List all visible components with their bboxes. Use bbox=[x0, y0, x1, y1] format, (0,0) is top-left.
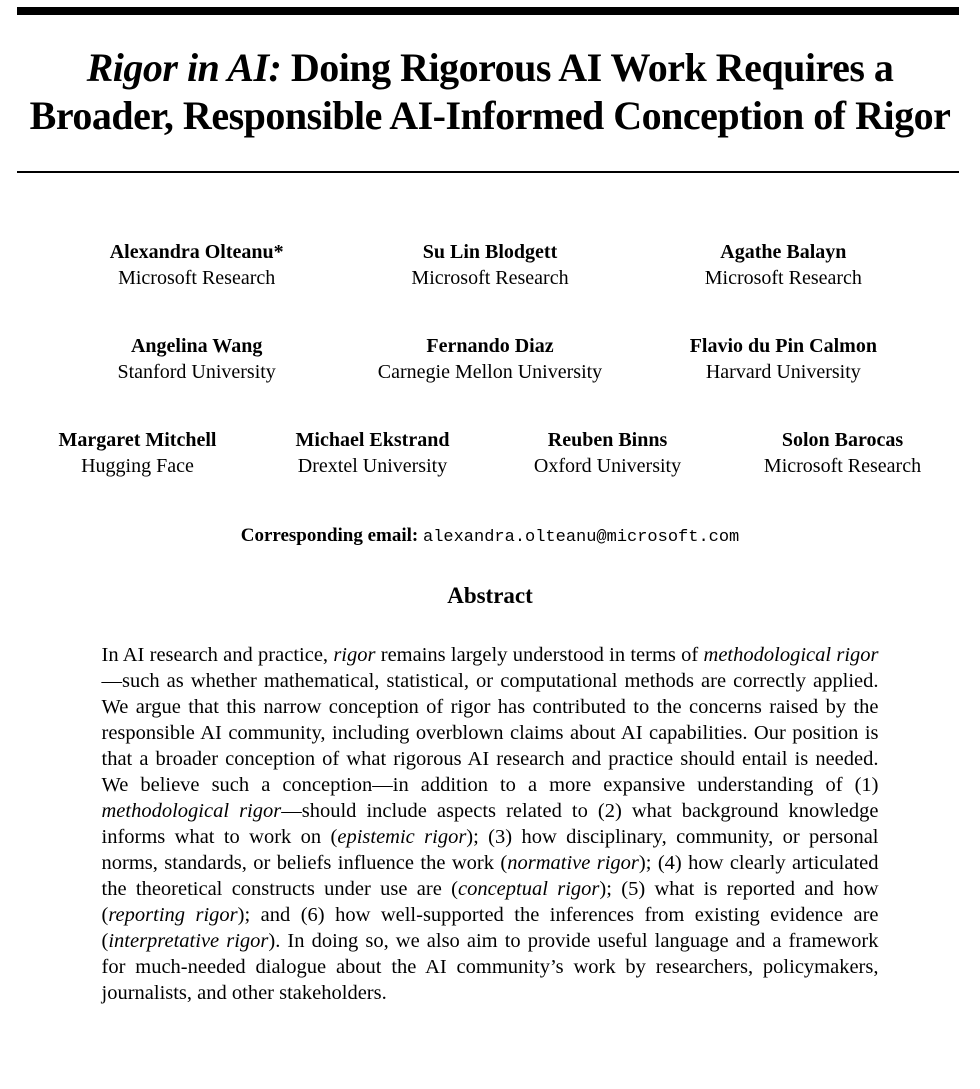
abstract-text: In AI research and practice, rigor remains largely understood in terms of methodological rigor—such as whether mathematical, statistical, or computational methods are correctly applied. We argue that this narrow conception of rigor has contributed to the concerns raised by the responsible AI community, including overblown claims about AI capabilities. Our position is that a broader conception of what rigorous AI research and practice should entail is needed. We believe such a conception—in addition to a more expansive understanding of (1) methodological rigor—should include aspects related to (2) what background knowledge informs what to work on (epistemic rigor); (3) how disciplinary, community, or personal norms, standards, or beliefs influence the work (normative rigor); (4) how clearly articulated the theoretical constructs under use are (conceptual rigor); (5) what is reported and how (reporting rigor); and (6) how well-supported the inferences from existing evidence are (interpretative rigor). In doing so, we also aim to provide useful language and a framework for much-needed dialogue about the AI community’s work by researchers, policymakers, journalists, and other stakeholders. bbox=[101, 644, 879, 1004]
author-name: Alexandra Olteanu* bbox=[109, 241, 284, 263]
author-block bbox=[50, 333, 343, 386]
author-affiliation: Stanford University bbox=[117, 361, 276, 383]
author-affiliation: Harvard University bbox=[705, 361, 861, 383]
author-row-3 bbox=[20, 427, 960, 480]
author-list bbox=[0, 239, 980, 480]
paper-title bbox=[8, 44, 972, 140]
author-block bbox=[255, 427, 490, 480]
author-affiliation: Microsoft Research bbox=[704, 267, 862, 289]
author-row-1 bbox=[50, 239, 930, 292]
paper-title-line1-rest: Doing Rigorous AI Work Requires a bbox=[281, 45, 894, 90]
author-affiliation: Carnegie Mellon University bbox=[377, 361, 603, 383]
author-affiliation: Microsoft Research bbox=[411, 267, 569, 289]
author-name: Su Lin Blodgett bbox=[422, 241, 558, 263]
author-block bbox=[20, 427, 255, 480]
paper-title-line2: Broader, Responsible AI-Informed Conception of Rigor bbox=[29, 93, 951, 138]
author-name: Michael Ekstrand bbox=[295, 429, 450, 451]
author-affiliation: Microsoft Research bbox=[763, 455, 922, 477]
author-name: Fernando Diaz bbox=[426, 335, 554, 357]
author-affiliation: Hugging Face bbox=[81, 455, 194, 477]
author-block bbox=[343, 333, 636, 386]
paper-title-line1 bbox=[87, 45, 894, 90]
author-block bbox=[50, 239, 343, 292]
author-affiliation: Microsoft Research bbox=[118, 267, 276, 289]
author-name: Solon Barocas bbox=[781, 429, 904, 451]
author-name: Agathe Balayn bbox=[720, 241, 847, 263]
author-name: Margaret Mitchell bbox=[58, 429, 217, 451]
author-row-2 bbox=[50, 333, 930, 386]
corresponding-email-address: alexandra.olteanu@microsoft.com bbox=[423, 528, 740, 547]
corresponding-email-label: Corresponding email: bbox=[240, 525, 419, 546]
top-rule bbox=[17, 7, 959, 15]
author-name: Reuben Binns bbox=[547, 429, 668, 451]
author-affiliation: Oxford University bbox=[533, 455, 682, 477]
author-block bbox=[343, 239, 636, 292]
author-block bbox=[637, 239, 930, 292]
author-block bbox=[725, 427, 960, 480]
paper-title-italic-part: Rigor in AI: bbox=[86, 45, 282, 90]
corresponding-email-line bbox=[0, 524, 980, 550]
author-name: Angelina Wang bbox=[130, 335, 263, 357]
author-block bbox=[490, 427, 725, 480]
title-separator-rule bbox=[17, 171, 959, 173]
author-block bbox=[637, 333, 930, 386]
author-name: Flavio du Pin Calmon bbox=[689, 335, 877, 357]
abstract-heading: Abstract bbox=[447, 583, 533, 608]
author-affiliation: Drextel University bbox=[297, 455, 448, 477]
